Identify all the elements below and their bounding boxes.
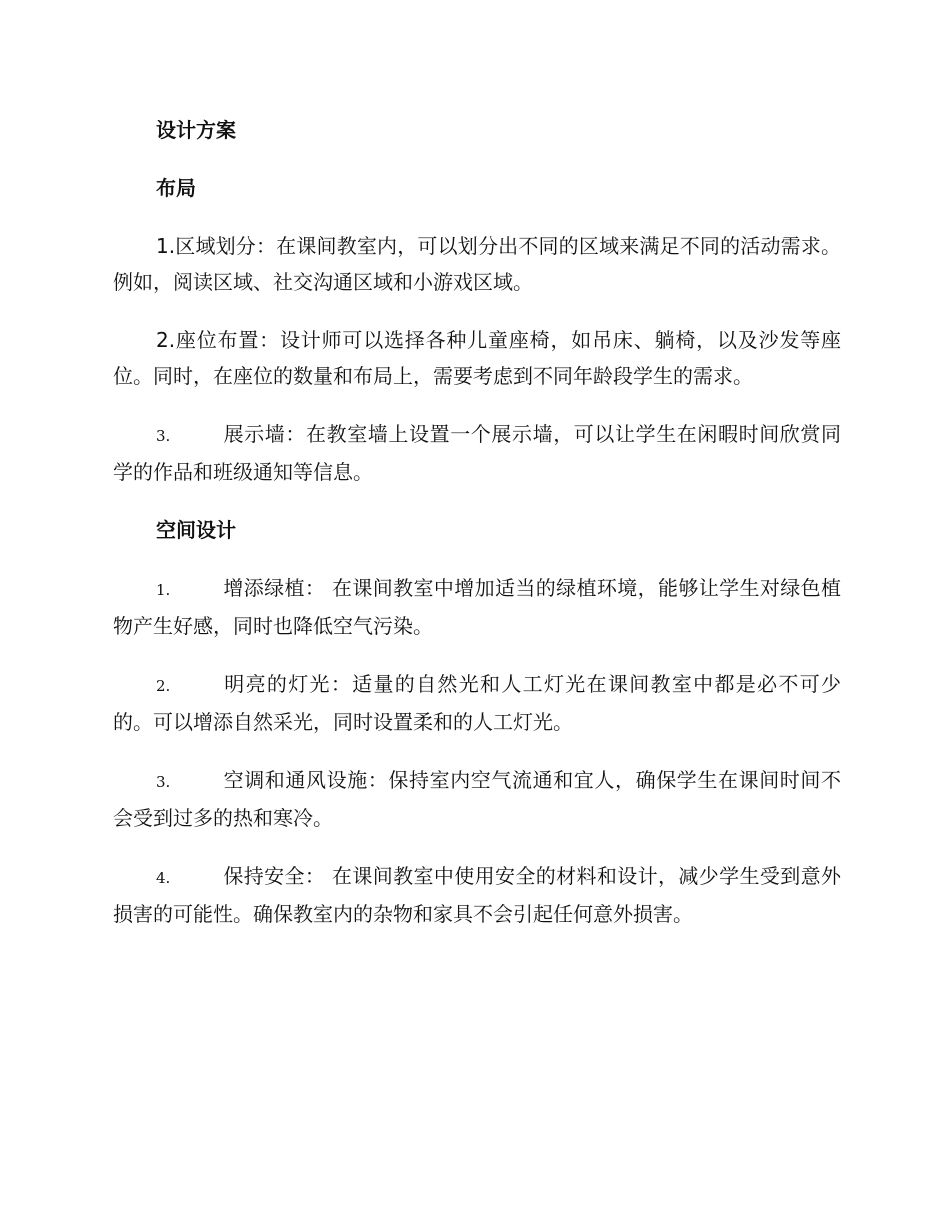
space-item-1 <box>113 570 841 644</box>
layout-item-1 <box>113 228 841 300</box>
item-text: 展示墙：在教室墙上设置一个展示墙，可以让学生在闲暇时间欣赏同学的作品和班级通知等信息。 <box>113 422 841 484</box>
space-item-4 <box>113 858 841 932</box>
item-text: 座位布置：设计师可以选择各种儿童座椅，如吊床、躺椅，以及沙发等座位。同时，在座位的数量和布局上，需要考虑到不同年龄段学生的需求。 <box>113 328 841 388</box>
space-item-2 <box>113 666 841 740</box>
section-heading-layout: 布局 <box>156 176 196 200</box>
space-item-3 <box>113 762 841 836</box>
item-text: 增添绿植： 在课间教室中增加适当的绿植环境，能够让学生对绿色植物产生好感，同时也降低空气污染。 <box>113 576 841 638</box>
item-number: 2. <box>156 677 171 695</box>
item-text: 明亮的灯光：适量的自然光和人工灯光在课间教室中都是必不可少的。可以增添自然采光，同时设置柔和的人工灯光。 <box>113 672 841 734</box>
document-content <box>113 112 841 954</box>
item-number: 4. <box>156 869 171 887</box>
item-text: 空调和通风设施：保持室内空气流通和宜人，确保学生在课间时间不会受到过多的热和寒冷。 <box>113 768 841 830</box>
item-text: 保持安全： 在课间教室中使用安全的材料和设计，减少学生受到意外损害的可能性。确保教室内的杂物和家具不会引起任何意外损害。 <box>113 864 841 926</box>
item-number: 1. <box>156 234 176 258</box>
document-title: 设计方案 <box>156 118 236 142</box>
layout-item-2 <box>113 322 841 394</box>
item-number: 3. <box>156 773 171 791</box>
item-text: 区域划分：在课间教室内，可以划分出不同的区域来满足不同的活动需求。例如，阅读区域、社交沟通区域和小游戏区域。 <box>113 234 841 294</box>
layout-item-3 <box>113 416 841 490</box>
item-number: 3. <box>156 427 171 445</box>
section-heading-space-design: 空间设计 <box>156 518 236 542</box>
item-number: 1. <box>156 581 171 599</box>
item-number: 2. <box>156 328 176 352</box>
